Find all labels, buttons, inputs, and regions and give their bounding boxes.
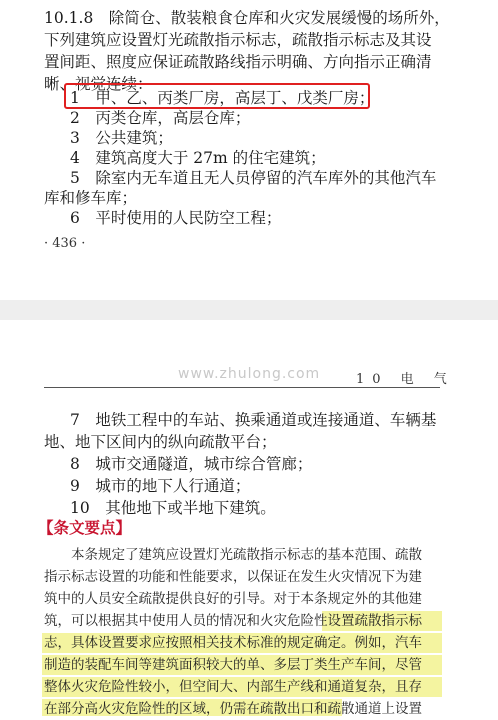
list-item-3: 3 公共建筑；	[70, 129, 173, 147]
explanation-line-4: 筑，可以根据其中使用人员的情况和火灾危险性设置疏散指示标	[44, 613, 422, 629]
running-header: 10 电 气	[356, 372, 455, 387]
clause-line-4: 晰、视觉连续：	[44, 75, 153, 93]
clause-line-2: 下列建筑应设置灯光疏散指示标志，疏散指示标志及其设	[44, 31, 432, 49]
explanation-line-1: 本条规定了建筑应设置灯光疏散指示标志的基本范围、疏散	[44, 547, 422, 563]
explanation-line-6: 制造的装配车间等建筑面积较大的单、多层丁类生产车间，尽管	[44, 657, 422, 673]
clause-line-3: 置间距、照度应保证疏散路线指示明确、方向指示正确清	[44, 53, 432, 71]
top-page	[0, 0, 498, 300]
clause-line-1: 10.1.8 除简仓、散装粮食仓库和火灾发展缓慢的场所外，	[44, 9, 450, 27]
list-item-9: 9 城市的地下人行通道；	[70, 477, 251, 495]
list-item-5-cont: 库和修车库；	[44, 189, 138, 207]
page-gap	[0, 300, 498, 320]
list-item-2: 2 丙类仓库，高层仓库；	[70, 109, 251, 127]
list-item-7: 7 地铁工程中的车站、换乘通道或连接通道、车辆基	[70, 411, 437, 429]
list-item-1: 1 甲、乙、丙类厂房，高层丁、戊类厂房；	[70, 89, 375, 107]
explanation-line-5: 志，具体设置要求应按照相关技术标准的规定确定。例如，汽车	[44, 635, 422, 651]
list-item-10: 10 其他地下或半地下建筑。	[70, 499, 276, 517]
list-item-5: 5 除室内无车道且无人员停留的汽车库外的其他汽车	[70, 169, 437, 187]
watermark: www.zhulong.com	[178, 366, 321, 382]
section-title: 【条文要点】	[38, 519, 132, 537]
explanation-line-8: 在部分高火灾危险性的区域，仍需在疏散出口和疏散通道上设置	[44, 701, 422, 717]
list-item-8: 8 城市交通隧道，城市综合管廊；	[70, 455, 313, 473]
header-rule	[44, 387, 440, 388]
explanation-line-7: 整体火灾危险性较小，但空间大、内部生产线和通道复杂，且存	[44, 679, 422, 695]
list-item-4: 4 建筑高度大于 27m 的住宅建筑；	[70, 149, 326, 167]
list-item-6: 6 平时使用的人民防空工程；	[70, 209, 282, 227]
explanation-line-2: 指示标志设置的功能和性能要求，以保证在发生火灾情况下为建	[44, 569, 422, 585]
list-item-7-cont: 地、地下区间内的纵向疏散平台；	[44, 433, 277, 451]
page-number: · 436 ·	[44, 236, 86, 251]
explanation-line-3: 筑中的人员安全疏散提供良好的引导。对于本条规定外的其他建	[44, 591, 422, 607]
